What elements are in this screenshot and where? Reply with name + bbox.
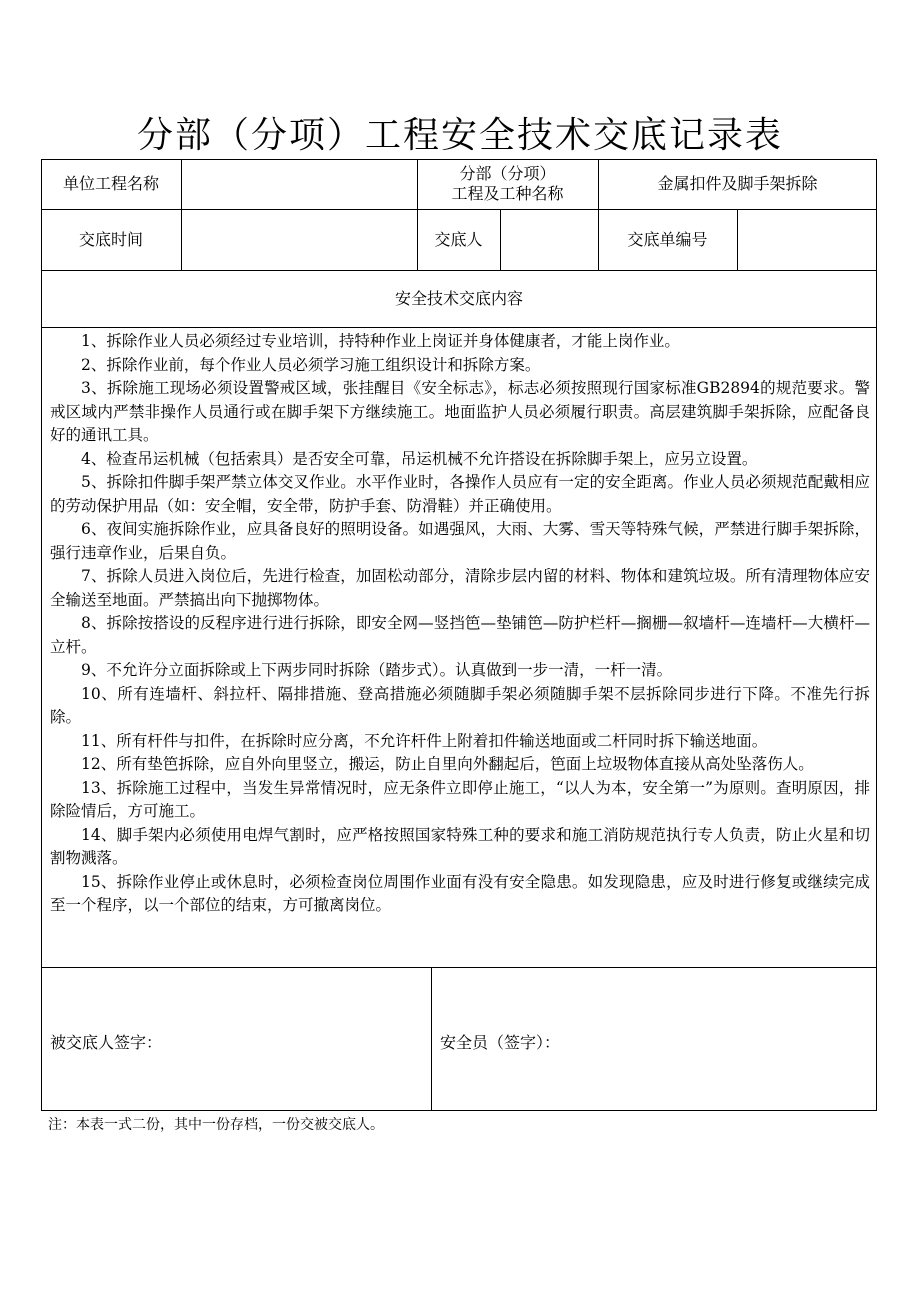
time-label: 交底时间: [78, 229, 143, 249]
list-item: 3、拆除施工现场必须设置警戒区域，张挂醒目《安全标志》，标志必须按照现行国家标准GB2894的规范要求。警戒区域内严禁非操作人员通行或在脚手架下方继续施工。地面监护人员必须履行职责。高层建筑脚手架拆除，应配备良好的通讯工具。: [50, 379, 870, 444]
number-field[interactable]: [737, 209, 877, 270]
list-item: 12、所有垫笆拆除，应自外向里竖立，搬运，防止自里向外翻起后，笆面上垃圾物体直接从高处坠落伤人。: [81, 755, 814, 773]
section-title: 安全技术交底内容: [394, 288, 523, 308]
list-item: 5、拆除扣件脚手架严禁立体交叉作业。水平作业时，各操作人员应有一定的安全距离。作业人员必须规范配戴相应的劳动保护用品（如：安全帽，安全带，防护手套、防滑鞋）并正确使用。: [50, 473, 870, 515]
list-item: 15、拆除作业停止或休息时，必须检查岗位周围作业面有没有安全隐患。如发现隐患，应及时进行修复或继续完成至一个程序，以一个部位的结束，方可撤离岗位。: [50, 872, 870, 914]
recipient-signature-label: 被交底人签字：: [50, 1033, 163, 1052]
list-item: 8、拆除按搭设的反程序进行进行拆除，即安全网—竖挡笆—垫铺笆—防护栏杆—搁栅—叙墙杆—连墙杆—大横杆—立杆。: [50, 614, 870, 656]
page-title: 分部（分项）工程安全技术交底记录表: [136, 115, 783, 156]
list-item: 2、拆除作业前，每个作业人员必须学习施工组织设计和拆除方案。: [81, 355, 541, 374]
row-divider: [41, 327, 877, 328]
person-label: 交底人: [434, 229, 483, 249]
list-item: 13、拆除施工过程中，当发生异常情况时，应无条件立即停止施工，“以人为本，安全第一”为原则。查明原因，排除险情后，方可施工。: [50, 778, 870, 820]
sub-project-label: [417, 159, 598, 209]
list-item: 10、所有连墙杆、斜拉杆、隔排措施、登高措施必须随脚手架必须随脚手架不层拆除同步进行下降。不准先行拆除。: [50, 684, 870, 726]
list-item: 14、脚手架内必须使用电焊气割时，应严格按照国家特殊工种的要求和施工消防规范执行专人负责，防止火星和切割物溅落。: [50, 825, 870, 867]
list-item: 9、不允许分立面拆除或上下两步同时拆除（踏步式）。认真做到一步一清，一杆一清。: [81, 661, 673, 679]
footnote: 注：本表一式二份，其中一份存档，一份交被交底人。: [48, 1117, 384, 1133]
list-item: 7、拆除人员进入岗位后，先进行检查，加固松动部分，清除步层内留的材料、物体和建筑垃圾。所有清理物体应安全输送至地面。严禁搞出向下抛掷物体。: [50, 567, 870, 609]
disclosure-content: [50, 330, 870, 918]
sub-project-field[interactable]: 金属扣件及脚手架拆除: [657, 174, 818, 193]
row-divider: [41, 967, 877, 968]
sub-project-label-line2: 工程及工种名称: [451, 184, 564, 203]
list-item: 1、拆除作业人员必须经过专业培训，持特种作业上岗证并身体健康者，才能上岗作业。: [81, 332, 680, 350]
list-item: 4、检查吊运机械（包括索具）是否安全可靠，吊运机械不允许搭设在拆除脚手架上，应另立设置。: [81, 449, 758, 468]
number-label: 交底单编号: [627, 229, 708, 249]
unit-project-label: 单位工程名称: [62, 174, 159, 193]
safety-officer-signature-label: 安全员（签字）：: [440, 1033, 561, 1052]
person-field[interactable]: [500, 209, 598, 270]
sub-project-label-line1: 分部（分项）: [459, 164, 556, 183]
list-item: 11、所有杆件与扣件，在拆除时应分离，不允许杆件上附着扣件输送地面或二杆同时拆下输送地面。: [81, 731, 768, 750]
column-divider: [431, 967, 432, 1111]
unit-project-field[interactable]: [181, 159, 417, 209]
time-field[interactable]: [181, 209, 417, 270]
list-item: 6、夜间实施拆除作业，应具备良好的照明设备。如遇强风，大雨、大雾、雪天等特殊气候，严禁进行脚手架拆除，强行违章作业，后果自负。: [50, 520, 870, 562]
